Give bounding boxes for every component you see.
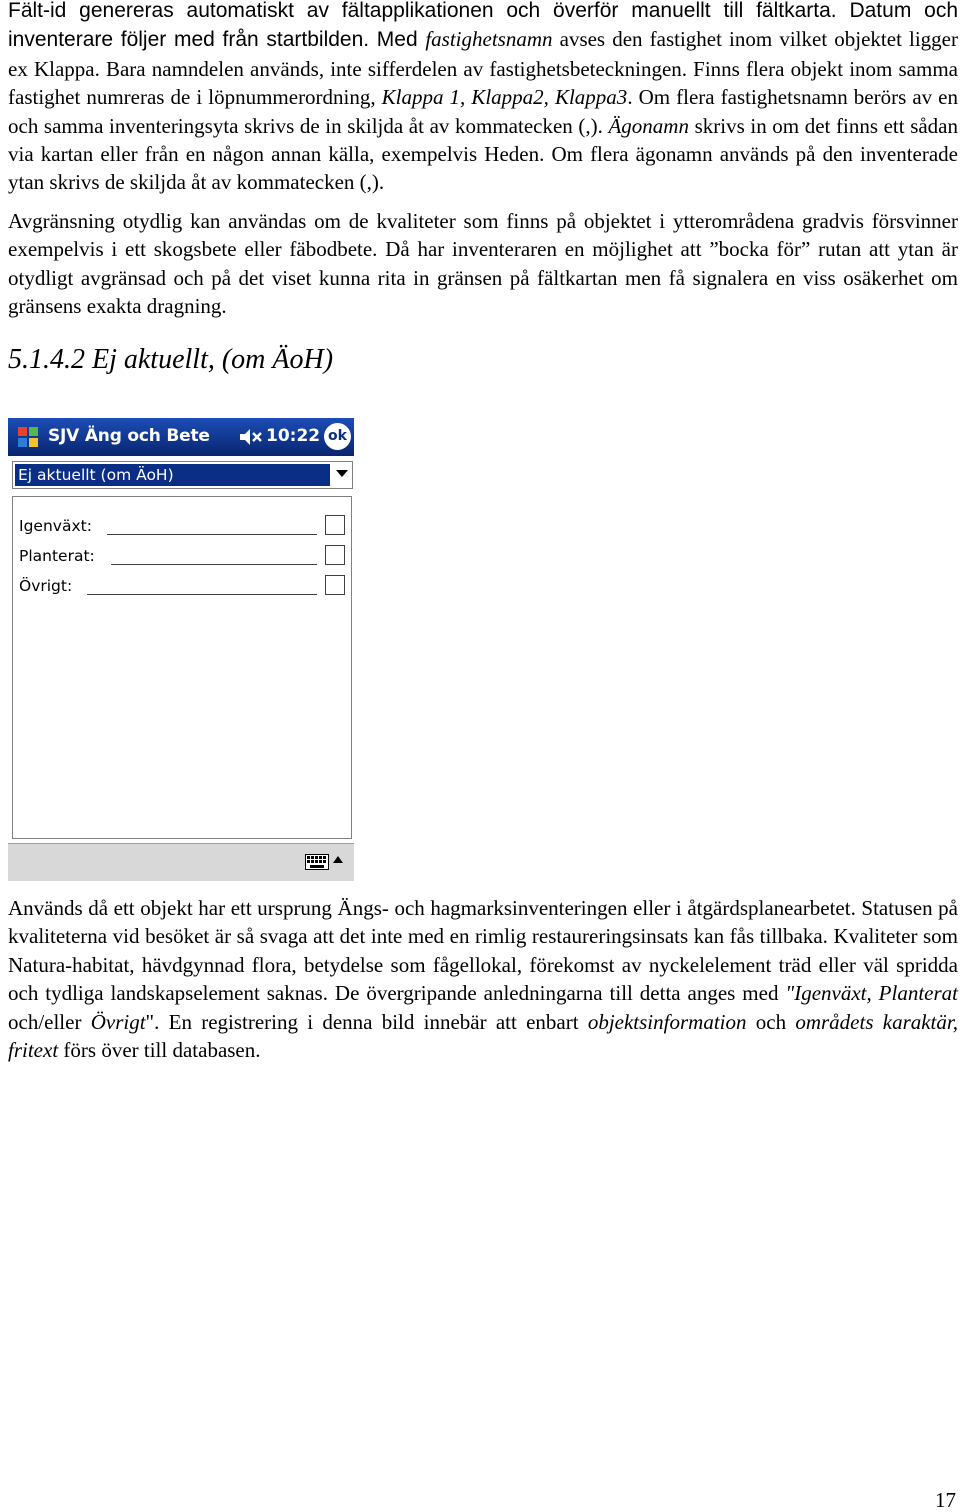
- section-heading: 5.1.4.2 Ej aktuellt, (om ÄoH): [8, 344, 334, 376]
- italic-text-segment: "Igenväxt, Planterat: [785, 981, 959, 1006]
- menu-bar: [8, 843, 354, 881]
- form-panel: [12, 496, 352, 839]
- checkbox-igenvaxt[interactable]: [325, 515, 345, 535]
- text-segment: skrivs in om det finns ett sådan via kartan eller från en någon annan källa, exempelvis Heden. Om flera ägonamn används på den inventerade ytan skrivs de skiljda åt av kommatecken (,).: [8, 113, 959, 195]
- text-segment: Avgränsning otydlig kan användas om de kvaliteter som finns på objektet i ytterområdena gradvis försvinner exempelvis i ett skogsbete eller fäbodbete. Då har inventeraren en möjlighet att ”bocka för” rutan att ytan är otydligt avgränsad och på det viset kunna rita in gränsen på fältkartan men få signalera en viss osäkerhet om gränsens exakta dragning.: [8, 208, 958, 319]
- row-underline: [111, 564, 317, 565]
- paragraph-fastighet: [8, 0, 958, 197]
- text-segment: Fält-id genereras automatiskt av fältapplikationen och överför manuellt till fältkarta. Datum och inventerare följer med från startbilden. Med: [8, 0, 958, 52]
- document-body: [8, 0, 958, 377]
- row-ovrigt: [19, 575, 345, 597]
- italic-text-segment: fastighetsnamn: [425, 27, 553, 52]
- input-arrow-up-icon[interactable]: [333, 856, 343, 863]
- italic-text-segment: Övrigt: [90, 1009, 146, 1034]
- italic-text-segment: områdets karaktär, fritext: [8, 1009, 958, 1063]
- ok-button[interactable]: ok: [324, 423, 351, 450]
- text-segment: och: [746, 1009, 796, 1034]
- text-segment: avses den fastighet inom vilket objektet ligger ex Klappa. Bara namndelen används, inte sifferdelen av fastighetsbeteckningen. Finns flera objekt inom samma fastighet numreras de i löpnummerordning,: [8, 27, 958, 110]
- category-dropdown[interactable]: [12, 461, 353, 489]
- label-planterat: Planterat:: [19, 547, 95, 565]
- dropdown-selected-value: Ej aktuellt (om ÄoH): [15, 464, 330, 486]
- paragraph-avgransning: [8, 207, 958, 321]
- document-body-after: [8, 894, 958, 1064]
- label-igenvaxt: Igenväxt:: [19, 517, 92, 535]
- chevron-down-icon[interactable]: [336, 470, 348, 477]
- pocketpc-screenshot: [8, 418, 354, 880]
- paragraph-ej-aktuellt: [8, 894, 958, 1064]
- italic-text-segment: objektsinformation: [587, 1009, 747, 1034]
- windows-start-icon[interactable]: [13, 422, 43, 452]
- speaker-muted-icon[interactable]: [238, 427, 264, 447]
- row-underline: [87, 594, 317, 595]
- clock-time[interactable]: 10:22: [266, 426, 321, 446]
- checkbox-ovrigt[interactable]: [325, 575, 345, 595]
- page-number: 17: [935, 1488, 956, 1512]
- label-ovrigt: Övrigt:: [19, 577, 73, 595]
- keyboard-icon[interactable]: [305, 854, 329, 870]
- row-igenvaxt: [19, 515, 345, 537]
- title-bar: [8, 418, 354, 456]
- italic-text-segment: Ägonamn: [608, 113, 689, 138]
- text-segment: ". En registrering i denna bild innebär att enbart: [145, 1009, 588, 1034]
- checkbox-planterat[interactable]: [325, 545, 345, 565]
- row-underline: [107, 534, 317, 535]
- text-segment: Används då ett objekt har ett ursprung Ängs- och hagmarksinventeringen eller i åtgärdsplanearbetet. Statusen på kvaliteterna vid besöket är så svaga att det inte med en rimlig restaureringsinsats kan fås tillbaka. Kvaliteter som Natura-habitat, hävdgynnad flora, betydelse som fågellokal, förekomst av nyckelelement träd eller väl spridda och tydliga landskapselement saknas. De övergripande anledningarna till detta anges med: [8, 896, 958, 1006]
- text-segment: förs över till databasen.: [58, 1038, 261, 1063]
- text-segment: . Om flera fastighetsnamn berörs av en och samma inventeringsyta skrivs de in skiljda åt av kommatecken (,).: [8, 85, 958, 138]
- italic-text-segment: Klappa 1, Klappa2, Klappa3: [381, 85, 628, 110]
- row-planterat: [19, 545, 345, 567]
- text-segment: och/eller: [8, 1009, 91, 1034]
- app-title: SJV Äng och Bete: [48, 426, 210, 446]
